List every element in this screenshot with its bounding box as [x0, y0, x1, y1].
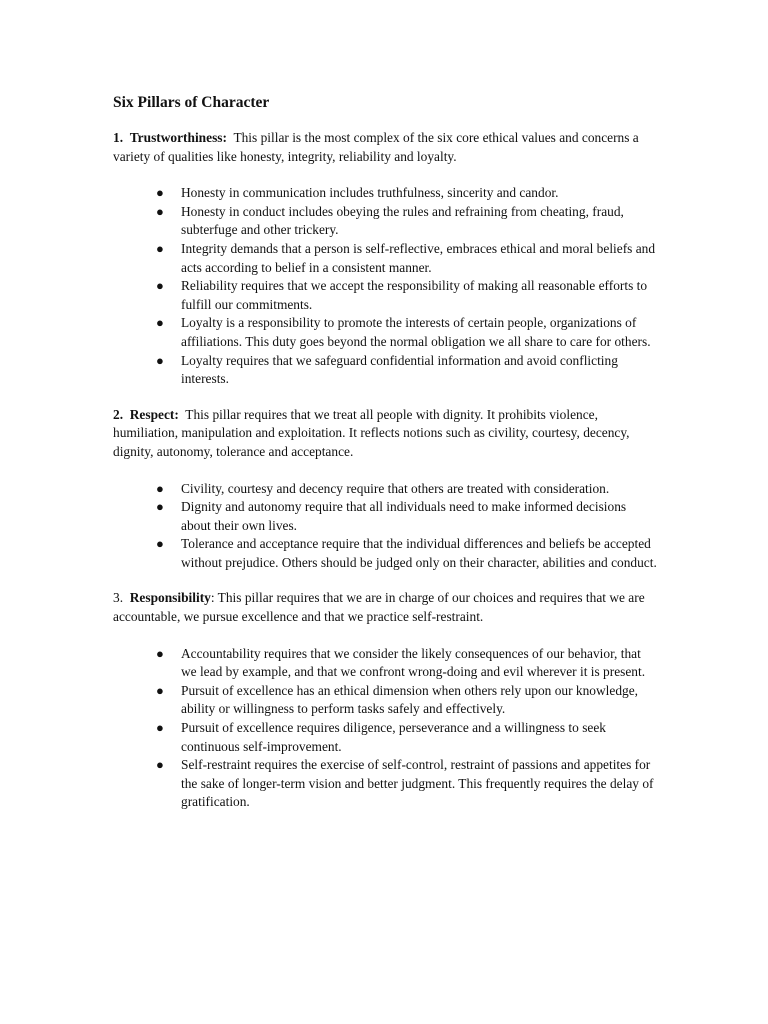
- list-item-text: Reliability requires that we accept the responsibility of making all reasonable efforts to fulfill our commitments.: [181, 278, 648, 312]
- list-item-text: Accountability requires that we consider the likely consequences of our behavior, that we lead by example, and that we confront wrong-doing and evil wherever it is present.: [181, 645, 646, 680]
- list-item: [113, 203, 658, 240]
- list-item-text: Integrity demands that a person is self-reflective, embraces ethical and moral beliefs and acts according to belief in a consistent manner.: [181, 240, 656, 275]
- list-item-text: Pursuit of excellence requires diligence, perseverance and a willingness to seek continuous self-improvement.: [181, 720, 606, 754]
- bullet-icon: ●: [156, 240, 164, 256]
- section-term: Responsibility: [129, 590, 211, 606]
- list-item-text: Honesty in conduct includes obeying the rules and refraining from cheating, fraud, subterfuge and other trickery.: [181, 203, 624, 238]
- bullet-icon: ●: [156, 536, 164, 552]
- section-number: 1.: [113, 130, 124, 145]
- bullet-icon: ●: [156, 682, 164, 698]
- section-term: Trustworthiness:: [129, 130, 227, 145]
- list-item: [113, 535, 658, 572]
- section-number: 2.: [113, 406, 124, 422]
- bullet-icon: ●: [156, 185, 164, 201]
- bullet-icon: ●: [156, 315, 164, 331]
- list-item: [113, 498, 658, 535]
- list-item-text: Self-restraint requires the exercise of self-control, restraint of passions and appetites for the sake of longer-term vision and better judgment. This frequently requires the delay of gratification.: [181, 757, 654, 810]
- list-item: [113, 240, 658, 277]
- section-intro-text: This pillar requires that we treat all people with dignity. It prohibits violence, humiliation, manipulation and exploitation. It reflects notions such as civility, courtesy, decency, dignity, autonomy, tolerance and acceptance.: [113, 406, 630, 459]
- bullet-icon: ●: [156, 203, 164, 219]
- list-item: [113, 314, 658, 351]
- bullet-icon: ●: [156, 352, 164, 368]
- document-title: Six Pillars of Character: [113, 94, 270, 111]
- list-item-text: Tolerance and acceptance require that the individual differences and beliefs be accepted without prejudice. Others should be judged only on their character, abilities and conduct.: [181, 536, 657, 570]
- bullet-icon: ●: [156, 720, 164, 736]
- document-page: [113, 93, 658, 829]
- list-item: [113, 682, 658, 719]
- bullet-icon: ●: [156, 757, 164, 773]
- section-responsibility-bullets: [113, 645, 658, 812]
- section-responsibility-intro: [113, 589, 658, 626]
- list-item-text: Pursuit of excellence has an ethical dimension when others rely upon our knowledge, ability or willingness to perform tasks safely and effectively.: [181, 682, 639, 717]
- list-item: [113, 756, 658, 812]
- section-trustworthiness-intro: [113, 129, 658, 166]
- section-trustworthiness-bullets: [113, 184, 658, 389]
- bullet-icon: ●: [156, 480, 164, 496]
- list-item-text: Civility, courtesy and decency require that others are treated with consideration.: [181, 480, 610, 496]
- list-item-text: Loyalty is a responsibility to promote the interests of certain people, organizations of affiliations. This duty goes beyond the normal obligation we all share to care for others.: [181, 315, 651, 349]
- list-item-text: Loyalty requires that we safeguard confidential information and avoid conflicting interests.: [181, 352, 618, 387]
- section-number: 3.: [113, 590, 124, 606]
- section-intro-text: This pillar is the most complex of the six core ethical values and concerns a variety of qualities like honesty, integrity, reliability and loyalty.: [113, 130, 639, 164]
- bullet-icon: ●: [156, 278, 164, 294]
- list-item: [113, 480, 658, 499]
- list-item-text: Dignity and autonomy require that all individuals need to make informed decisions about their own lives.: [181, 499, 627, 533]
- bullet-icon: ●: [156, 499, 164, 515]
- list-item: [113, 645, 658, 682]
- section-intro-text: : This pillar requires that we are in charge of our choices and requires that we are accountable, we pursue excellence and that we practice self-restraint.: [113, 590, 645, 625]
- list-item: [113, 184, 658, 203]
- list-item: [113, 352, 658, 389]
- section-respect-intro: [113, 406, 658, 462]
- section-respect-bullets: [113, 480, 658, 573]
- section-term: Respect:: [129, 406, 179, 422]
- list-item: [113, 719, 658, 756]
- bullet-icon: ●: [156, 645, 164, 661]
- list-item-text: Honesty in communication includes truthfulness, sincerity and candor.: [181, 185, 559, 201]
- list-item: [113, 277, 658, 314]
